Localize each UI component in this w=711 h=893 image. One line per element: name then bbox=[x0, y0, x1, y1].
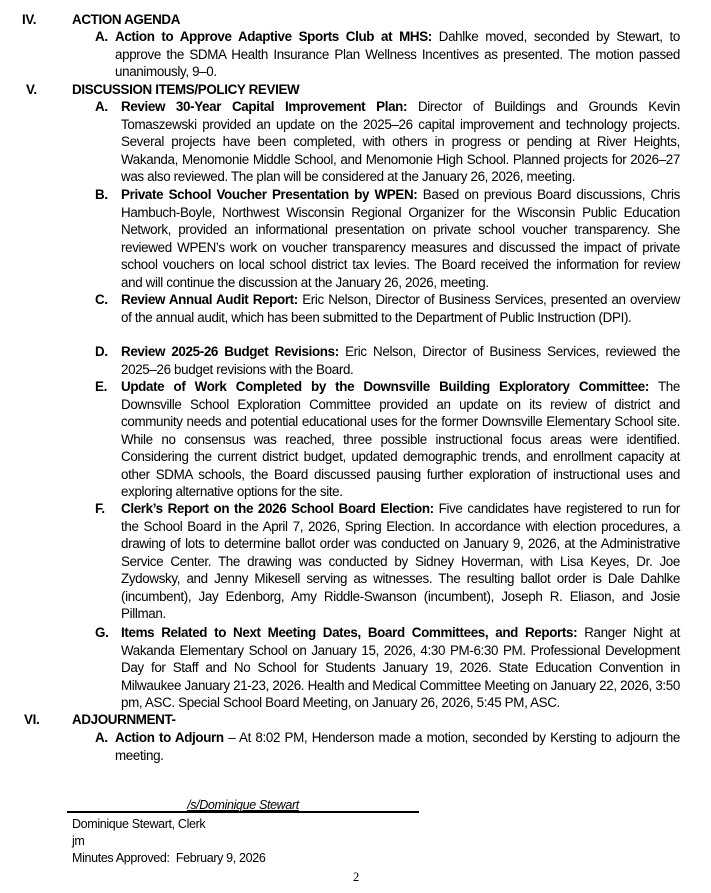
item-heading: Review Annual Audit Report: bbox=[121, 292, 298, 307]
item-text: Based on previous Board discussions, Chris Hambuch-Boyle, Northwest Wisconsin Regional Organizer for the Wisconsin Public Education Network, provided an informational presentation on private school voucher transparency. She reviewed WPEN’s work on voucher transparency measures and discussed the impact of private school vouchers on local school district tax levies. The Board received the information for review and will continue the discussion at the January 26, 2026, meeting. bbox=[121, 187, 681, 290]
item-letter: F. bbox=[95, 501, 105, 516]
minutes-approved-date: February 9, 2026 bbox=[175, 851, 266, 865]
item-body bbox=[115, 28, 680, 81]
item-letter: A. bbox=[95, 29, 108, 44]
item-body bbox=[121, 500, 680, 623]
item-letter: A. bbox=[95, 99, 108, 114]
item-heading: Items Related to Next Meeting Dates, Board Committees, and Reports: bbox=[121, 625, 578, 640]
item-heading: Private School Voucher Presentation by WPEN: bbox=[121, 187, 418, 202]
item-heading: Review 2025-26 Budget Revisions: bbox=[121, 344, 339, 359]
item-text: Director of Buildings and Grounds Kevin Tomaszewski provided an update on the 2025–26 capital improvement and technology projects. Several projects have been completed, with others in progress or pending at River Heights, Wakanda, Menomonie Middle School, and Menomonie High School. Planned projects for 2026–27 was also reviewed. The plan will be considered at the January 26, 2026, meeting. bbox=[121, 99, 680, 184]
item-text: Dahlke moved, seconded by Stewart, to approve the SDMA Health Insurance Plan Wellness Incentives as presented. The motion passed unanimously, 9–0. bbox=[115, 29, 681, 79]
minutes-approved-label: Minutes Approved: bbox=[72, 851, 170, 865]
item-letter: A. bbox=[95, 730, 108, 745]
item-body bbox=[121, 343, 680, 378]
section-title: ADJOURNMENT- bbox=[72, 712, 176, 727]
clerk-name: Dominique Stewart, Clerk bbox=[72, 817, 206, 831]
section-title: ACTION AGENDA bbox=[72, 12, 181, 27]
item-body bbox=[121, 291, 680, 326]
item-letter: G. bbox=[95, 625, 109, 640]
minutes-approved bbox=[72, 850, 265, 867]
item-letter: B. bbox=[95, 187, 108, 202]
item-text: Eric Nelson, Director of Business Services, reviewed the 2025–26 budget revisions with the Board. bbox=[121, 344, 680, 377]
item-text: Ranger Night at Wakanda Elementary School on January 15, 2026, 4:30 PM-6:30 PM. Professional Development Day for Staff and No School for Students January 19, 2026. State Education Convention in Milwaukee January 21-23, 2026. Health and Medical Committee Meeting on January 22, 2026, 3:50 pm, ASC. Special School Board Meeting, on January 26, 2026, 5:45 PM, ASC. bbox=[121, 625, 680, 710]
item-letter: E. bbox=[95, 379, 107, 394]
item-body bbox=[121, 98, 680, 186]
item-body bbox=[115, 729, 680, 764]
section-numeral: V. bbox=[26, 82, 37, 97]
section-numeral: IV. bbox=[22, 12, 37, 27]
item-text: The Downsville School Exploration Committee provided an update on its review of district and community needs and potential educational uses for the former Downsville Elementary School site. While no consensus was reached, three possible instructional focus areas were identified. Considering the current district budget, updated demographic trends, and enrollment capacity at other SDMA schools, the Board discussed pausing further exploration of instructional uses and exploring alternative options for the site. bbox=[121, 379, 681, 499]
item-letter: C. bbox=[95, 292, 108, 307]
item-body bbox=[121, 378, 680, 501]
item-body bbox=[121, 186, 680, 291]
signature-name: /s/Dominique Stewart bbox=[187, 798, 299, 812]
signature-line bbox=[67, 811, 419, 813]
section-title: DISCUSSION ITEMS/POLICY REVIEW bbox=[72, 82, 300, 97]
item-heading: Action to Adjourn bbox=[115, 730, 224, 745]
item-heading: Review 30-Year Capital Improvement Plan: bbox=[121, 99, 408, 114]
item-heading: Action to Approve Adaptive Sports Club at MHS: bbox=[115, 29, 432, 44]
item-heading: Clerk’s Report on the 2026 School Board Election: bbox=[121, 501, 434, 516]
item-letter: D. bbox=[95, 344, 108, 359]
item-text: Eric Nelson, Director of Business Services, presented an overview of the annual audit, which has been submitted to the Department of Public Instruction (DPI). bbox=[121, 292, 680, 325]
item-text: – At 8:02 PM, Henderson made a motion, seconded by Kersting to adjourn the meeting. bbox=[115, 730, 680, 763]
item-body bbox=[121, 624, 680, 712]
recorder-initials: jm bbox=[72, 834, 85, 848]
page-number: 2 bbox=[353, 870, 359, 884]
section-numeral: VI. bbox=[24, 712, 40, 727]
item-heading: Update of Work Completed by the Downsville Building Exploratory Committee: bbox=[121, 379, 649, 394]
item-text: Five candidates have registered to run for the School Board in the April 7, 2026, Spring Election. In accordance with election procedures, a drawing of lots to determine ballot order was conducted on January 9, 2026, at the Administrative Service Center. The drawing was conducted by Sidney Hoverman, with Lisa Keyes, Dr. Joe Zydowsky, and Jenny Mikesell serving as witnesses. The resulting ballot order is Dale Dahlke (incumbent), Jay Edenborg, Amy Riddle-Swanson (incumbent), Joseph R. Eliason, and Josie Pillman. bbox=[121, 501, 681, 621]
